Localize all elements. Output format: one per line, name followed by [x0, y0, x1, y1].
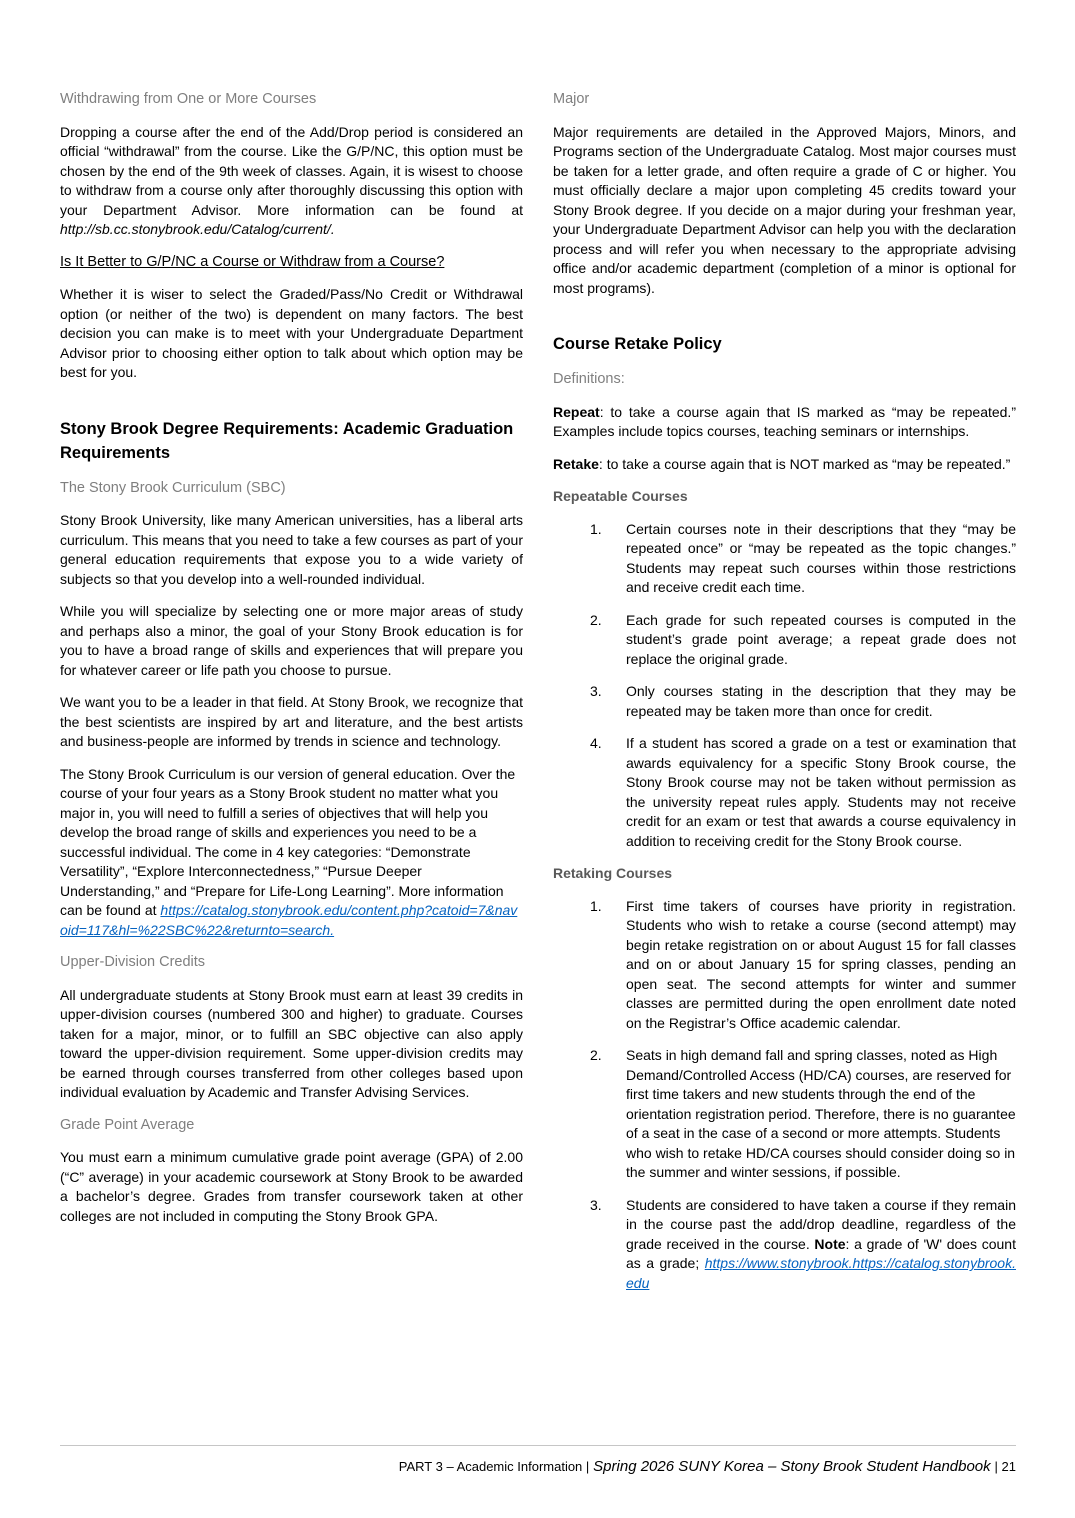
list-text: Certain courses note in their descriptions that they “may be repeated once” or “may be repeated as the topic changes.” Students may repeat such courses within those restrictions and receive credit each time.	[626, 520, 1016, 595]
heading-upper-division: Upper-Division Credits	[60, 954, 206, 970]
list-text: If a student has scored a grade on a test or examination that awards equivalency for a specific Stony Brook course, the Stony Brook course may not be taken without permission as the university repeat rules apply. Students may not receive credit for an exam or test that awards a course equivalency in addition to receiving credit for the Stony Brook course.	[626, 735, 1016, 849]
retaking-item-3-text: Students are considered to have taken a course if they remain in the course past the add/drop deadline, regardless of the grade received in the course.	[626, 1196, 1016, 1252]
left-column	[60, 90, 523, 1435]
para-def-repeat	[553, 403, 1016, 442]
para-sbc-4-text: The Stony Brook Curriculum is our version of general education. Over the course of your four years as a Stony Brook student no matter what you major in, you will need to fulfill a series of objectives that will help you develop the broad range of skills and experiences you need to be a successful individual. The come in 4 key categories: “Demonstrate Versatility”, “Explore Interconnectedness,” “Pursue Deeper Understanding,” and “Prepare for Life-Long Learning”. More information can be found at	[60, 765, 516, 918]
retaking-item-3-note-text: : a grade of 'W' does count as a grade;	[626, 1235, 1016, 1271]
heading-major: Major	[553, 91, 590, 107]
list-text: Seats in high demand fall and spring classes, noted as High Demand/Controlled Access (HD/CA) courses, are reserved for first time takers and new students through the end of the orientation registration period. Therefore, there is no guarantee of a seat in the case of a second or more attempts. Students who wish to retake HD/CA courses should consider doing so in the summer and winter sessions, if possible.	[626, 1047, 1016, 1180]
heading-sbc: The Stony Brook Curriculum (SBC)	[60, 479, 286, 496]
para-withdrawing-text: Dropping a course after the end of the Add/Drop period is considered an official “withdrawal” from the course. Like the G/P/NC, this option must be chosen by the end of the 9th week of classes. Again, it is wisest to choose to withdraw from a course only after thoroughly discussing this option with your Department Advisor. More information can be found at	[60, 123, 523, 218]
footer-handbook-title: Spring 2026 SUNY Korea – Stony Brook Student Handbook	[593, 1458, 991, 1475]
retaking-item-2	[553, 1046, 1016, 1183]
heading-retaking-courses: Retaking Courses	[553, 865, 673, 881]
list-number: 4.	[590, 735, 602, 751]
heading-repeatable-courses: Repeatable Courses	[553, 488, 688, 504]
heading-withdrawing-courses: Withdrawing from One or More Courses	[60, 91, 317, 107]
footer-section-label: PART 3 – Academic Information |	[398, 1459, 590, 1474]
para-sbc-3: We want you to be a leader in that field. At Stony Brook, we recognize that the best scientists are inspired by art and literature, and the best artists and business-people are informed by trends in science and technology.	[60, 694, 523, 749]
para-sbc-2: While you will specialize by selecting one or more major areas of study and perhaps also a minor, the goal of your Stony Brook education is for you to have a broad range of skills and experiences that will prepare you for whatever career or life path you choose to pursue.	[60, 603, 523, 678]
para-def-retake	[553, 455, 1016, 475]
stonybrook-catalog-link[interactable]: https://www.stonybrook.https://catalog.stonybrook.edu	[626, 1255, 1016, 1291]
list-number: 1.	[590, 897, 602, 914]
list-text	[626, 1196, 1016, 1294]
def-repeat-text: : to take a course again that IS marked as “may be repeated.” Examples include topics courses, teaching seminars or internships.	[553, 403, 1016, 439]
sbc-catalog-link[interactable]: https://catalog.stonybrook.edu/content.php?catoid=7&navoid=117&hl=%22SBC%22&returnto=search.	[60, 902, 518, 938]
para-major: Major requirements are detailed in the Approved Majors, Minors, and Programs section of the Undergraduate Catalog. Most major courses must be taken for a letter grade, and often require a grade of C or higher. You must officially declare a major upon completing 45 credits toward your Stony Brook degree. If you decide on a major during your freshman year, your Undergraduate Department Advisor can help you with the declaration process and will refer you when necessary to the appropriate advising office and/or academic department (completion of a minor is optional for most programs).	[553, 123, 1016, 296]
para-sbc-4	[60, 765, 523, 941]
page-footer	[60, 1445, 1016, 1475]
para-withdrawing	[60, 123, 523, 240]
repeatable-item-1	[553, 520, 1016, 598]
right-column	[553, 90, 1016, 1435]
note-label: Note	[814, 1235, 846, 1252]
heading-definitions: Definitions:	[553, 371, 625, 387]
term-repeat: Repeat	[553, 403, 600, 420]
list-number: 2.	[590, 1047, 602, 1063]
para-sbc-1: Stony Brook University, like many American universities, has a liberal arts curriculum. This means that you need to take a few courses as part of your general education requirements that expose you to a wide variety of subjects so that you develop into a well-rounded individual.	[60, 512, 523, 587]
term-retake: Retake	[553, 455, 599, 472]
retaking-item-3	[553, 1196, 1016, 1294]
retaking-item-1	[553, 897, 1016, 1034]
list-number: 2.	[590, 611, 602, 628]
repeatable-item-4	[553, 734, 1016, 851]
heading-gpa: Grade Point Average	[60, 1116, 195, 1133]
footer-page-number: | 21	[994, 1459, 1016, 1474]
para-gpa: You must earn a minimum cumulative grade point average (GPA) of 2.00 (“C” average) in your academic coursework at Stony Brook to be awarded a bachelor’s degree. Grades from transfer coursework taken at other colleges are not included in computing the Stony Brook GPA.	[60, 1149, 523, 1224]
heading-gpnc-question: Is It Better to G/P/NC a Course or Withdraw from a Course?	[60, 253, 445, 270]
repeatable-item-2	[553, 611, 1016, 670]
list-number: 3.	[590, 683, 602, 699]
list-text: Only courses stating in the description that they may be repeated may be taken more than once for credit.	[626, 683, 1016, 719]
repeatable-item-3	[553, 682, 1016, 721]
heading-course-retake-policy: Course Retake Policy	[553, 335, 722, 353]
list-number: 1.	[590, 520, 602, 537]
list-number: 3.	[590, 1196, 602, 1213]
def-retake-text: : to take a course again that is NOT marked as “may be repeated.”	[598, 455, 1011, 472]
list-text: Each grade for such repeated courses is computed in the student’s grade point average; a repeat grade does not replace the original grade.	[626, 611, 1016, 667]
list-text: First time takers of courses have priority in registration. Students who wish to retake a course (second attempt) may begin retake registration on or about August 15 for fall classes and on or about January 15 for spring classes, pending an open seat. The second attempts for winter and summer classes are permitted during the open enrollment date noted on the Registrar’s Office academic calendar.	[626, 897, 1016, 1031]
two-column-layout	[60, 90, 1016, 1435]
para-gpnc: Whether it is wiser to select the Graded/Pass/No Credit or Withdrawal option (or neither of the two) is dependent on many factors. The best decision you can make is to meet with your Undergraduate Department Advisor prior to choosing either option to talk about which option may be best for you.	[60, 286, 523, 380]
para-upper-division: All undergraduate students at Stony Brook must earn at least 39 credits in upper-division courses (numbered 300 and higher) to graduate. Courses taken for a major, minor, or to fulfill an SBC objective can also apply toward the upper-division requirement. Some upper-division credits may be earned through courses transferred from other colleges based upon individual evaluation by Academic and Transfer Advising Services.	[60, 986, 523, 1100]
heading-degree-requirements: Stony Brook Degree Requirements: Academic Graduation Requirements	[60, 419, 514, 462]
catalog-url-text: http://sb.cc.stonybrook.edu/Catalog/current/.	[60, 221, 335, 237]
